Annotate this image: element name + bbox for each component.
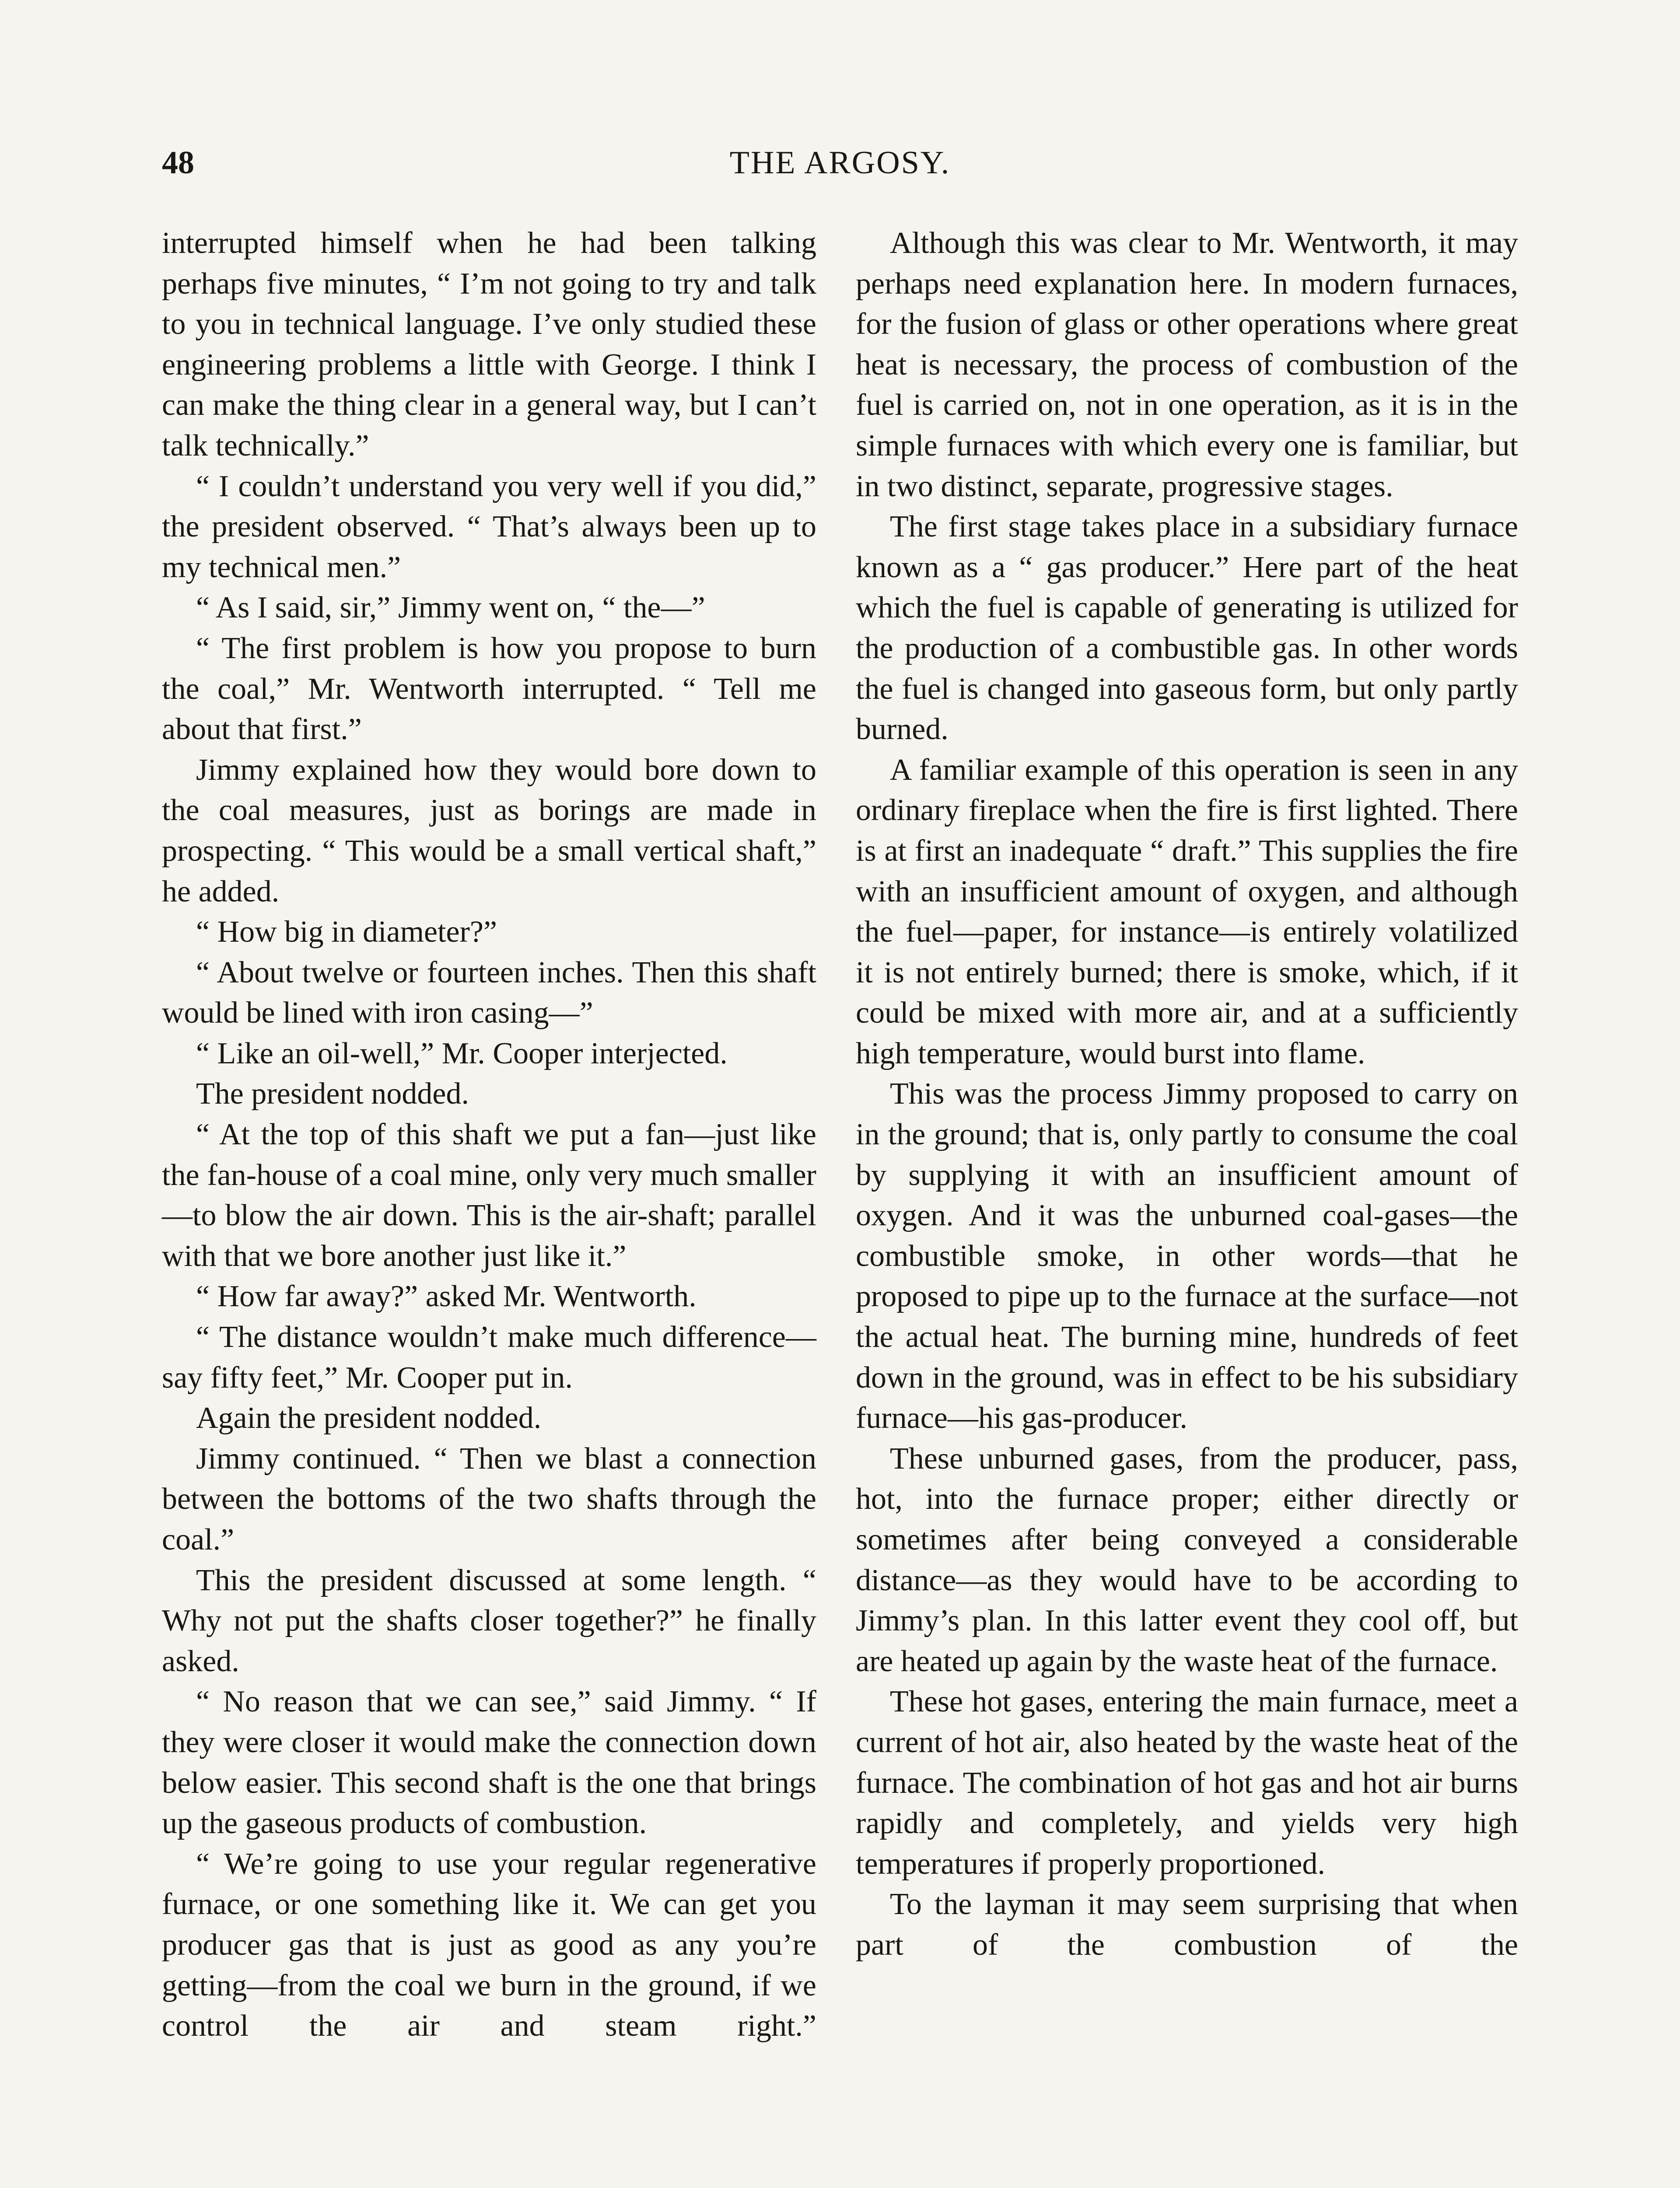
- paragraph: “ As I said, sir,” Jimmy went on, “ the—”: [196, 591, 705, 625]
- paragraph: “ How big in diameter?”: [196, 915, 497, 949]
- paragraph: To the layman it may seem surprising that when part of the combustion of the: [856, 1887, 1518, 1962]
- paragraph: This was the process Jimmy proposed to carry on in the ground; that is, only partly to consume the coal by supplying it with an insufficient amount of oxygen. And it was the unburned coal-gases—the combustible smoke, in other words—that he proposed to pipe up to the furnace at the surface—not the actual heat. The burning mine, hundreds of feet down in the ground, was in effect to be his subsidiary furnace—his gas-producer.: [856, 1077, 1518, 1435]
- paragraph: interrupted himself when he had been talking perhaps five minutes, “ I’m not going to try and talk to you in technical language. I’ve only studied these engineering problems a little with George. I think I can make the thing clear in a general way, but I can’t talk technically.”: [162, 226, 816, 463]
- left-column: [162, 223, 816, 2047]
- paragraph: The president nodded.: [196, 1077, 469, 1111]
- paragraph: Although this was clear to Mr. Wentworth, it may perhaps need explanation here. In modern furnaces, for the fusion of glass or other operations where great heat is necessary, the process of combustion of the fuel is carried on, not in one operation, as it is in the simple furnaces with which every one is familiar, but in two distinct, separate, progressive stages.: [856, 226, 1518, 503]
- paragraph: “ No reason that we can see,” said Jimmy. “ If they were closer it would make the connection down below easier. This second shaft is the one that brings up the gaseous products of combustion.: [162, 1685, 816, 1841]
- paragraph: “ How far away?” asked Mr. Wentworth.: [196, 1280, 696, 1314]
- paragraph: “ We’re going to use your regular regenerative furnace, or one something like it. We can get you producer gas that is just as good as any you’re getting—from the coal we burn in the ground, if we control the air and steam right.”: [162, 1847, 816, 2043]
- paragraph: This the president discussed at some length. “ Why not put the shafts closer together?” he finally asked.: [162, 1563, 816, 1678]
- running-head: THE ARGOSY.: [729, 145, 951, 181]
- paragraph: “ The distance wouldn’t make much difference—say fifty feet,” Mr. Cooper put in.: [162, 1320, 816, 1395]
- paragraph: “ I couldn’t understand you very well if you did,” the president observed. “ That’s always been up to my technical men.”: [162, 469, 816, 584]
- paragraph: “ The first problem is how you propose to burn the coal,” Mr. Wentworth interrupted. “ Tell me about that first.”: [162, 631, 816, 747]
- paragraph: Jimmy explained how they would bore down to the coal measures, just as borings are made in prospecting. “ This would be a small vertical shaft,” he added.: [162, 753, 816, 908]
- paragraph: “ Like an oil-well,” Mr. Cooper interjected.: [196, 1036, 728, 1070]
- paragraph: A familiar example of this operation is seen in any ordinary fireplace when the fire is first lighted. There is at first an inadequate “ draft.” This supplies the fire with an insufficient amount of oxygen, and although the fuel—paper, for instance—is entirely volatilized it is not entirely burned; there is smoke, which, if it could be mixed with more air, and at a sufficiently high temperature, would burst into flame.: [856, 753, 1518, 1070]
- paragraph: Jimmy continued. “ Then we blast a connection between the bottoms of the two shafts through the coal.”: [162, 1441, 816, 1557]
- paragraph: These unburned gases, from the producer, pass, hot, into the furnace proper; either directly or sometimes after being conveyed a considerable distance—as they would have to be according to Jimmy’s plan. In this latter event they cool off, but are heated up again by the waste heat of the furnace.: [856, 1441, 1518, 1678]
- paragraph: The first stage takes place in a subsidiary furnace known as a “ gas producer.” Here part of the heat which the fuel is capable of generating is utilized for the production of a combustible gas. In other words the fuel is changed into gaseous form, but only partly burned.: [856, 510, 1518, 747]
- paragraph: These hot gases, entering the main furnace, meet a current of hot air, also heated by the waste heat of the furnace. The combination of hot gas and hot air burns rapidly and completely, and yields very high temperatures if properly proportioned.: [856, 1685, 1518, 1881]
- right-column: [856, 223, 1518, 1966]
- paragraph: “ At the top of this shaft we put a fan—just like the fan-house of a coal mine, only very much smaller—to blow the air down. This is the air-shaft; parallel with that we bore another just like it.”: [162, 1118, 816, 1273]
- paragraph: Again the president nodded.: [196, 1401, 542, 1435]
- paragraph: “ About twelve or fourteen inches. Then this shaft would be lined with iron casing—”: [162, 955, 816, 1030]
- page-number: 48: [162, 145, 194, 181]
